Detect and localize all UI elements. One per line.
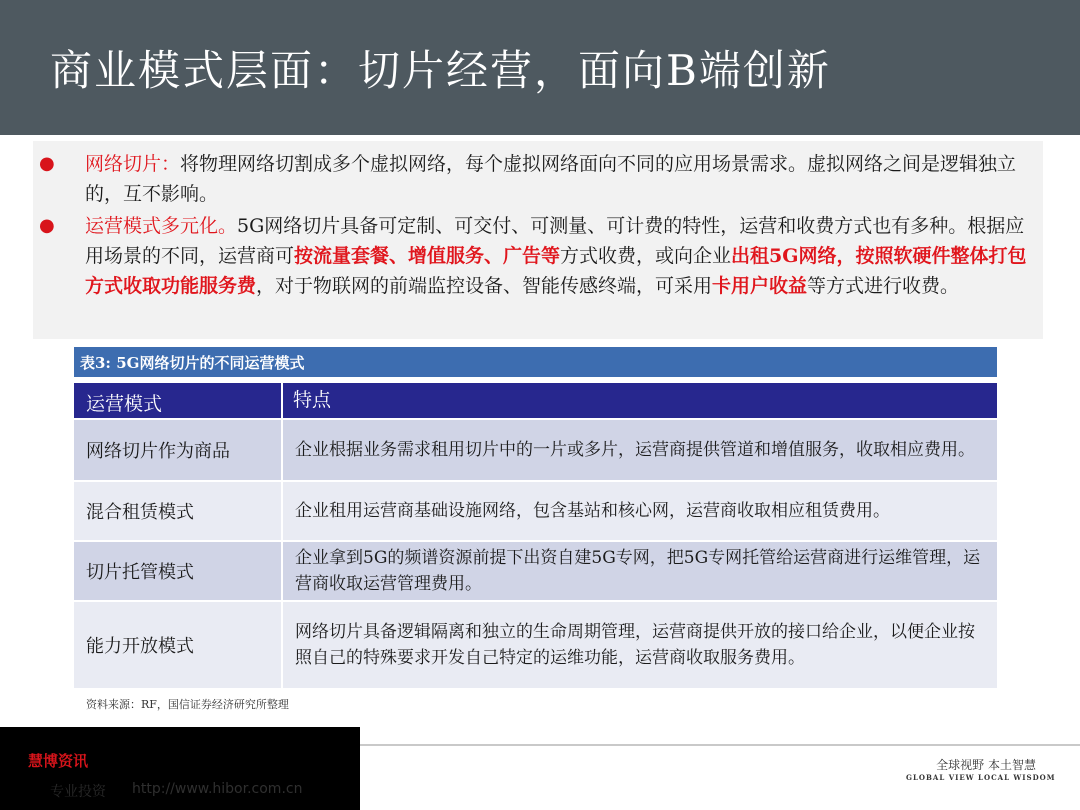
table-cell-mode: 混合租赁模式 xyxy=(86,502,194,523)
table-row xyxy=(74,542,997,600)
bullet-highlight: 出租5G网络，按照软硬件整体打包方式收取功能服务费 xyxy=(85,245,1027,297)
bullet-lead: 网络切片： xyxy=(85,153,181,175)
table-header-row xyxy=(74,383,997,420)
table-caption-text: 表3: 5G网络切片的不同运营模式 xyxy=(80,354,305,372)
table-header-feature: 特点 xyxy=(281,383,331,418)
table-cell-desc: 企业租用运营商基础设施网络，包含基站和核心网，运营商收取相应租赁费用。 xyxy=(295,501,890,521)
slogan-cn: 全球视野 本土智慧 xyxy=(936,758,1036,772)
table-caption xyxy=(74,347,997,377)
bullet-highlight: 卡用户收益 xyxy=(712,275,808,297)
bullet-highlight: 按流量套餐、增值服务、广告等 xyxy=(294,245,561,267)
table-cell-mode: 切片托管模式 xyxy=(86,562,194,583)
bullet-lead: 运营模式多元化。 xyxy=(85,215,238,237)
table-row xyxy=(74,420,997,480)
table-cell-mode: 能力开放模式 xyxy=(86,636,194,657)
bullet-text: 5G网络切片具备可定制、可交付、可测量、可计费的特性，运营和收费方式也有多种。根据应用场景的不同，运营商可 xyxy=(85,215,1025,267)
bullet-dot-icon: ● xyxy=(39,153,55,174)
slogan-en: GLOBAL VIEW LOCAL WISDOM xyxy=(906,773,1056,782)
bullet-text: 方式收费，或向企业 xyxy=(560,245,732,267)
footer-url: http://www.hibor.com.cn xyxy=(132,781,303,797)
footer-subtitle: 专业投资 xyxy=(50,784,106,800)
footer-brand: 慧博资讯 xyxy=(28,752,89,770)
table-cell-desc: 网络切片具备逻辑隔离和独立的生命周期管理，运营商提供开放的接口给企业，以便企业按照自己的特殊要求开发自己特定的运维功能，运营商收取服务费用。 xyxy=(295,622,975,668)
table-row xyxy=(74,482,997,540)
table-row xyxy=(74,602,997,688)
bullet-text: 等方式进行收费。 xyxy=(807,275,960,297)
bullet-text: 将物理网络切割成多个虚拟网络，每个虚拟网络面向不同的应用场景需求。虚拟网络之间是逻辑独立的，互不影响。 xyxy=(85,153,1017,205)
table-cell-mode: 网络切片作为商品 xyxy=(86,441,230,462)
bullet-text: ，对于物联网的前端监控设备、智能传感终端，可采用 xyxy=(256,275,713,297)
bullet-panel xyxy=(33,141,1043,339)
table-cell-desc: 企业拿到5G的频谱资源前提下出资自建5G专网，把5G专网托管给运营商进行运维管理，运营商收取运营管理费用。 xyxy=(295,548,981,594)
title-bar xyxy=(0,0,1080,135)
page-title: 商业模式层面：切片经营，面向B端创新 xyxy=(50,46,831,95)
footer-watermark xyxy=(0,727,360,810)
table-header-mode: 运营模式 xyxy=(86,393,163,415)
table-cell-desc: 企业根据业务需求租用切片中的一片或多片，运营商提供管道和增值服务，收取相应费用。 xyxy=(295,440,975,460)
footer-slogan xyxy=(906,756,1056,782)
bullet-dot-icon: ● xyxy=(39,215,55,236)
table-source: 资料来源：RF，国信证券经济研究所整理 xyxy=(86,698,289,711)
footer-divider xyxy=(360,744,1080,746)
